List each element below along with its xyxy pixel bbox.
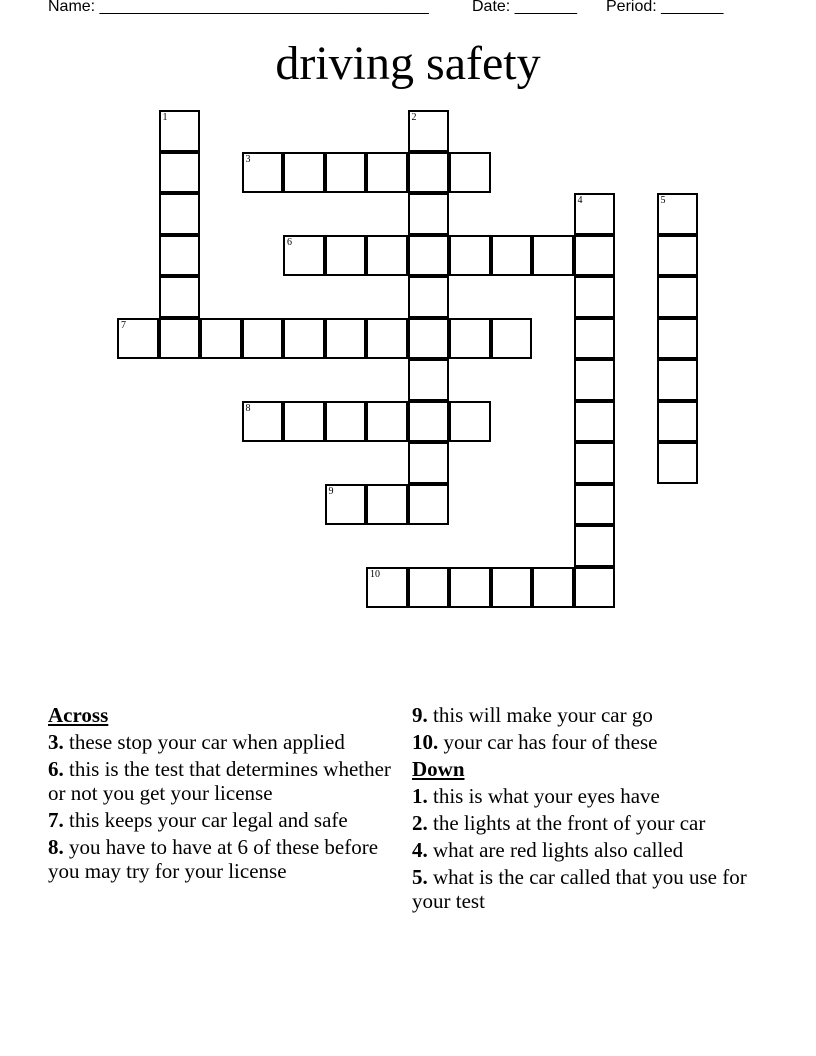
crossword-cell[interactable]: [283, 318, 325, 360]
crossword-cell[interactable]: [325, 235, 367, 277]
crossword-cell[interactable]: [574, 193, 616, 235]
crossword-cell[interactable]: [657, 359, 699, 401]
clue-number: 4.: [412, 838, 428, 862]
crossword-cell[interactable]: [491, 318, 533, 360]
crossword-cell[interactable]: [159, 318, 201, 360]
crossword-cell[interactable]: [574, 525, 616, 567]
crossword-cell[interactable]: [325, 152, 367, 194]
crossword-cell[interactable]: [574, 235, 616, 277]
crossword-cell[interactable]: [408, 318, 450, 360]
crossword-cell[interactable]: [159, 193, 201, 235]
crossword-cell[interactable]: [283, 401, 325, 443]
clue-number: 8.: [48, 835, 64, 859]
crossword-cell[interactable]: [159, 235, 201, 277]
crossword-cell[interactable]: [408, 401, 450, 443]
crossword-cell[interactable]: [574, 359, 616, 401]
crossword-cell[interactable]: [532, 567, 574, 609]
cell-number: 8: [245, 402, 251, 414]
crossword-cell[interactable]: [574, 318, 616, 360]
crossword-cell[interactable]: [408, 193, 450, 235]
crossword-cell[interactable]: [657, 235, 699, 277]
clue-text: what is the car called that you use for your test: [412, 865, 747, 913]
cell-number: 5: [660, 195, 666, 206]
crossword-cell[interactable]: [242, 318, 284, 360]
crossword-cell[interactable]: [449, 567, 491, 609]
crossword-cell[interactable]: [242, 152, 284, 194]
crossword-cell[interactable]: [159, 152, 201, 194]
clue-text: this is what your eyes have: [433, 784, 660, 808]
clue-text: the lights at the front of your car: [433, 811, 706, 835]
crossword-cell[interactable]: [657, 276, 699, 318]
clue-across-6: [48, 757, 400, 805]
clue-down-1: [412, 784, 752, 808]
crossword-cell[interactable]: [449, 401, 491, 443]
clue-number: 10.: [412, 730, 439, 754]
clue-across-3: [48, 730, 400, 754]
clue-number: 6.: [48, 757, 64, 781]
name-field-label[interactable]: Name: _____________________________________: [48, 0, 429, 15]
cell-number: 3: [245, 153, 251, 165]
cell-number: 9: [328, 485, 334, 497]
period-field-label[interactable]: Period: _______: [606, 0, 724, 15]
clue-number: 1.: [412, 784, 428, 808]
clue-across-8: [48, 835, 400, 883]
clue-text: your car has four of these: [443, 730, 658, 754]
crossword-cell[interactable]: [200, 318, 242, 360]
crossword-cell[interactable]: [325, 318, 367, 360]
across-heading: Across: [48, 703, 109, 727]
crossword-cell[interactable]: [449, 318, 491, 360]
crossword-cell[interactable]: [366, 401, 408, 443]
clue-across-9: [412, 703, 752, 727]
crossword-cell[interactable]: [449, 152, 491, 194]
crossword-cell[interactable]: [657, 193, 699, 235]
crossword-cell[interactable]: [408, 110, 450, 152]
crossword-cell[interactable]: [574, 401, 616, 443]
clue-text: this is the test that determines whether or not you get your license: [48, 757, 391, 805]
clues-left-column: [48, 703, 400, 886]
clue-down-4: [412, 838, 752, 862]
crossword-cell[interactable]: [117, 318, 159, 360]
crossword-cell[interactable]: [408, 567, 450, 609]
crossword-cell[interactable]: [574, 442, 616, 484]
crossword-cell[interactable]: [325, 484, 367, 526]
clue-text: this keeps your car legal and safe: [69, 808, 348, 832]
crossword-cell[interactable]: [408, 442, 450, 484]
clue-text: you have to have at 6 of these before you may try for your license: [48, 835, 379, 883]
clue-across-10: [412, 730, 752, 754]
crossword-cell[interactable]: [657, 318, 699, 360]
date-field-label[interactable]: Date: _______: [472, 0, 577, 15]
clue-across-7: [48, 808, 400, 832]
clue-number: 9.: [412, 703, 428, 727]
crossword-cell[interactable]: [408, 276, 450, 318]
cell-number: 1: [162, 112, 168, 123]
crossword-cell[interactable]: [283, 235, 325, 277]
crossword-cell[interactable]: [657, 442, 699, 484]
crossword-cell[interactable]: [366, 567, 408, 609]
clue-down-5: [412, 865, 752, 913]
cell-number: 6: [287, 236, 292, 248]
clues-right-column: [412, 703, 752, 916]
crossword-cell[interactable]: [366, 235, 408, 277]
clue-text: this will make your car go: [433, 703, 653, 727]
crossword-cell[interactable]: [491, 567, 533, 609]
crossword-cell[interactable]: [408, 152, 450, 194]
crossword-cell[interactable]: [366, 318, 408, 360]
crossword-cell[interactable]: [532, 235, 574, 277]
crossword-cell[interactable]: [283, 152, 325, 194]
crossword-cell[interactable]: [449, 235, 491, 277]
cell-number: 7: [121, 319, 126, 331]
crossword-cell[interactable]: [408, 235, 450, 277]
crossword-cell[interactable]: [574, 276, 616, 318]
crossword-cell[interactable]: [491, 235, 533, 277]
crossword-cell[interactable]: [159, 276, 201, 318]
clue-down-2: [412, 811, 752, 835]
crossword-cell[interactable]: [325, 401, 367, 443]
crossword-cell[interactable]: [408, 484, 450, 526]
clue-number: 2.: [412, 811, 428, 835]
crossword-cell[interactable]: [574, 484, 616, 526]
clue-number: 5.: [412, 865, 428, 889]
crossword-cell[interactable]: [657, 401, 699, 443]
cell-number: 4: [577, 195, 583, 206]
crossword-cell[interactable]: [366, 152, 408, 194]
clue-text: these stop your car when applied: [69, 730, 345, 754]
cell-number: 10: [370, 568, 380, 580]
crossword-cell[interactable]: [366, 484, 408, 526]
crossword-cell[interactable]: [574, 567, 616, 609]
clue-number: 7.: [48, 808, 64, 832]
crossword-cell[interactable]: [159, 110, 201, 152]
clue-number: 3.: [48, 730, 64, 754]
crossword-cell[interactable]: [408, 359, 450, 401]
cell-number: 2: [411, 112, 417, 123]
page-title: driving safety: [275, 37, 541, 90]
down-heading: Down: [412, 757, 465, 781]
clue-text: what are red lights also called: [433, 838, 684, 862]
crossword-cell[interactable]: [242, 401, 284, 443]
